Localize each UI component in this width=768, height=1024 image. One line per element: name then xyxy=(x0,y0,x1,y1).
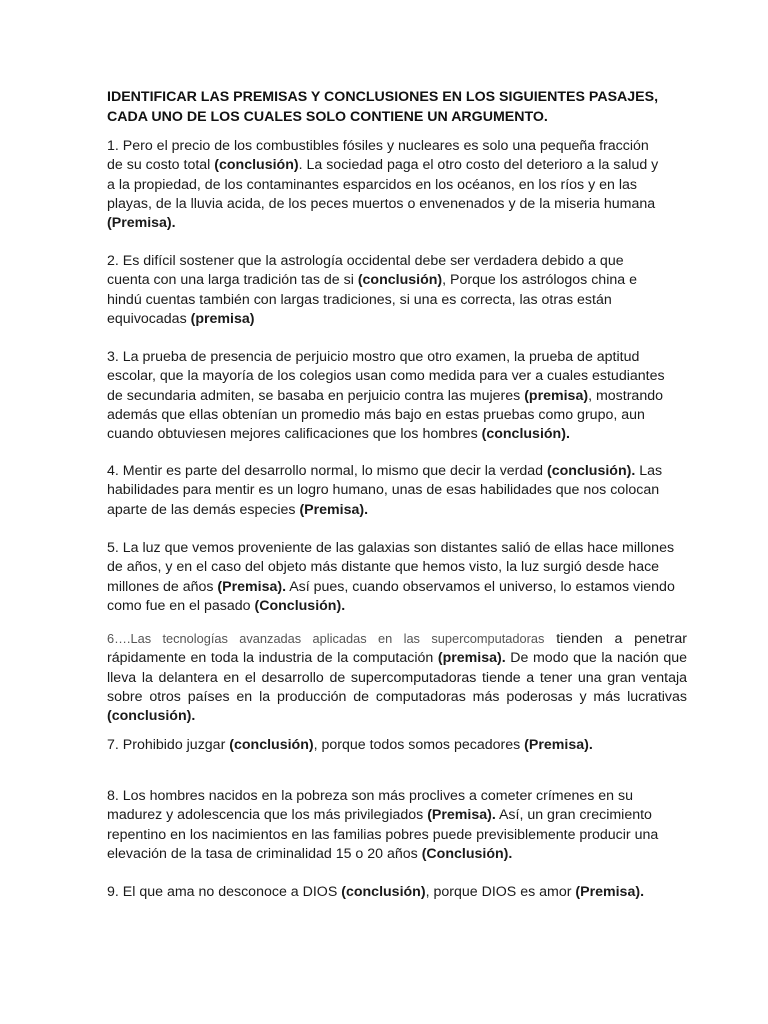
label-conclusion: (conclusión) xyxy=(357,272,443,289)
paragraph-6 xyxy=(107,629,687,726)
label-premise: (premisa). xyxy=(437,650,506,667)
paragraph-text: 8. Los hombres nacidos en la pobreza son más proclives a cometer crímenes en su madurez y adolescencia que los más privilegiados xyxy=(107,788,633,824)
paragraph-text: 1. Pero el precio de los combustibles fósiles y nucleares es solo una pequeña fracción de su costo total xyxy=(107,138,649,174)
label-premise: (Premisa). xyxy=(427,807,496,824)
paragraph-7 xyxy=(107,736,687,755)
paragraph-text: De modo que la nación que lleva la delantera en el desarrollo de supercomputadoras tiende a tener una gran ventaja sobre otros países en la producción de computadoras más poderosas y más lucrativas xyxy=(107,650,688,705)
paragraph-9 xyxy=(107,883,687,902)
paragraph-text: Las habilidades para mentir es un logro humano, unas de esas habilidades que nos colocan aparte de las demás especies xyxy=(107,463,663,518)
label-premise: (Premisa). xyxy=(299,501,369,518)
paragraph-text: , Porque los astrólogos china e hindú cuentas también con largas tradiciones, si una es correcta, las otras están equivocadas xyxy=(107,272,637,327)
paragraph-4 xyxy=(107,462,677,520)
paragraph-text: 9. El que ama no desconoce a DIOS xyxy=(107,884,342,900)
paragraph-text: 7. Prohibido juzgar xyxy=(107,737,230,753)
label-conclusion: (conclusión). xyxy=(547,463,636,479)
paragraph-text: Así, un gran crecimiento repentino en los nacimientos en las familias pobres puede previsiblemente producir una elevación de la tasa de criminalidad 15 o 20 años xyxy=(107,807,659,862)
label-conclusion: (conclusión). xyxy=(481,426,570,443)
label-conclusion: (Conclusión). xyxy=(254,597,346,614)
paragraph-text: 4. Mentir es parte del desarrollo normal, lo mismo que decir la verdad xyxy=(107,463,548,479)
label-premise: (premisa) xyxy=(190,310,255,327)
label-conclusion: (conclusión) xyxy=(341,884,426,900)
paragraph-lead-text: 6….Las tecnologías avanzadas aplicadas en las supercomputadoras xyxy=(107,631,545,646)
paragraph-text: tienden a penetrar rápidamente en toda la industria de la computación xyxy=(107,631,687,667)
label-conclusion: (conclusión) xyxy=(214,157,299,174)
label-premise: (premisa) xyxy=(524,387,589,404)
paragraph-8 xyxy=(107,787,667,864)
paragraph-text: 5. La luz que vemos proveniente de las galaxias son distantes salió de ellas hace millones de años, y en el caso del objeto más distante que hemos visto, la luz surgió desde hace millones de años xyxy=(107,540,675,595)
label-conclusion: (conclusión) xyxy=(229,737,314,753)
paragraph-text: Así pues, cuando observamos el universo, lo estamos viendo como fue en el pasado xyxy=(107,578,675,614)
paragraph-text: , porque DIOS es amor xyxy=(425,884,576,900)
paragraph-3 xyxy=(107,348,675,444)
paragraph-2 xyxy=(107,252,667,329)
label-conclusion: (conclusión). xyxy=(107,708,196,725)
label-conclusion: (Conclusión). xyxy=(421,845,513,862)
label-premise: (Premisa). xyxy=(107,215,176,232)
paragraph-text: . La sociedad paga el otro costo del deterioro a la salud y a la propiedad, de los contaminantes esparcidos en los océanos, en los ríos y en las playas, de la lluvia acida, de los peces muertos o envenenados y de la miseria humana xyxy=(107,157,659,212)
label-premise: (Premisa). xyxy=(524,737,593,753)
paragraph-1 xyxy=(107,137,667,233)
paragraph-text: , mostrando además que ellas obtenían un promedio más bajo en estas pruebas como grupo, aun cuando obtuviesen mejores calificaciones que los hombres xyxy=(107,387,663,443)
paragraph-text: 2. Es difícil sostener que la astrología occidental debe ser verdadera debido a que cuenta con una larga tradición tas de si xyxy=(107,253,624,289)
paragraph-5 xyxy=(107,539,682,616)
label-premise: (Premisa). xyxy=(217,578,287,595)
paragraph-text: , porque todos somos pecadores xyxy=(313,737,525,753)
label-premise: (Premisa). xyxy=(575,884,645,900)
paragraph-text: 3. La prueba de presencia de perjuicio mostro que otro examen, la prueba de aptitud escolar, que la mayoría de los colegios usan como medida para ver a cuales estudiantes de secundaria admiten, se basaba en perjuicio contra las mujeres xyxy=(107,349,665,404)
document-title: IDENTIFICAR LAS PREMISAS Y CONCLUSIONES EN LOS SIGUIENTES PASAJES, CADA UNO DE LOS CUALES SOLO CONTIENE UN ARGUMENTO. xyxy=(107,89,659,125)
